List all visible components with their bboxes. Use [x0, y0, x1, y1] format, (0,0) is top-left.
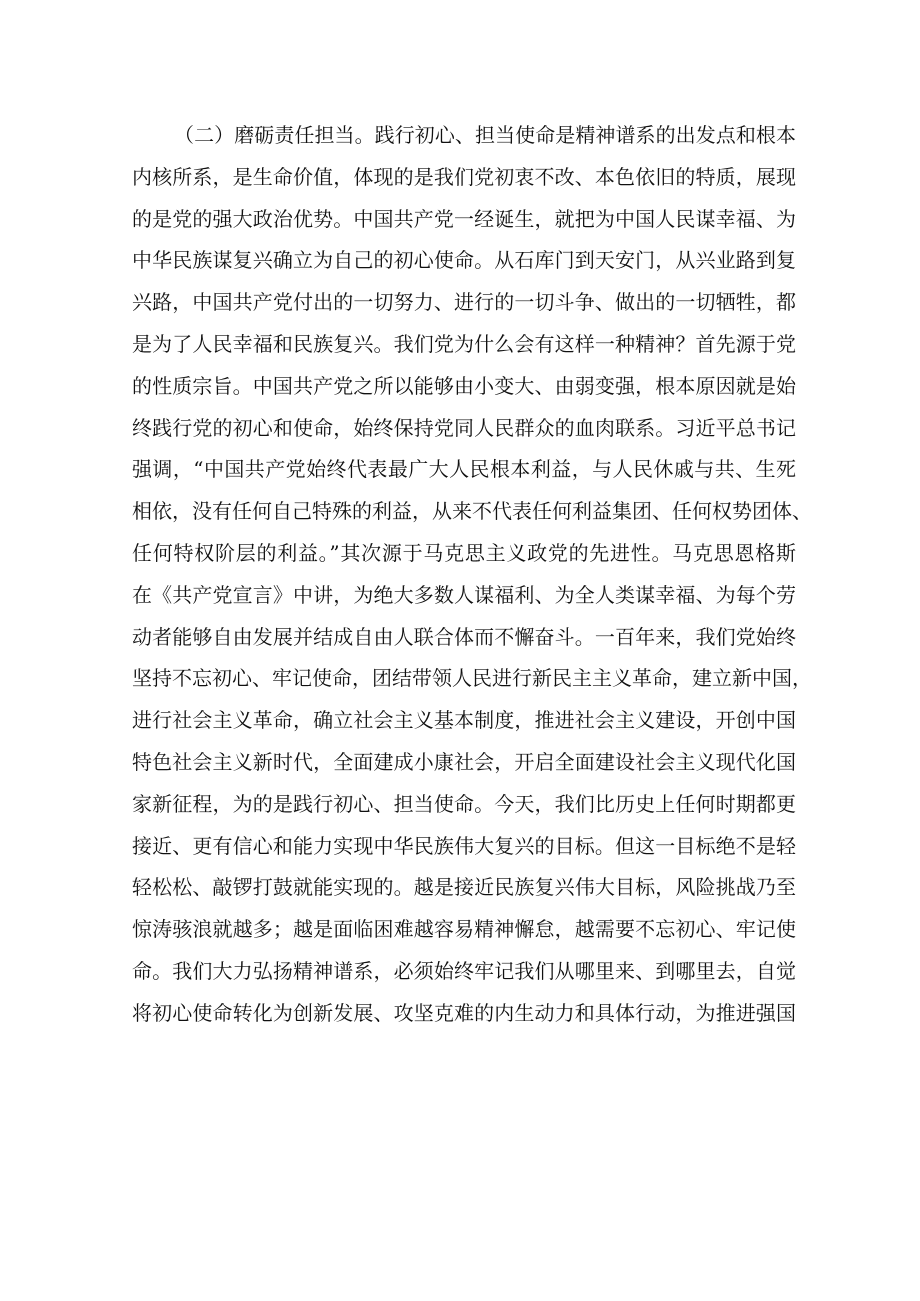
paragraph-line: 进行社会主义革命，确立社会主义基本制度，推进社会主义建设，开创中国 [132, 708, 796, 733]
paragraph-line: 的性质宗旨。中国共产党之所以能够由小变大、由弱变强，根本原因就是始 [132, 373, 796, 398]
paragraph-line: 动者能够自由发展并结成自由人联合体而不懈奋斗。一百年来，我们党始终 [132, 624, 796, 649]
paragraph-line: 轻松松、敲锣打鼓就能实现的。越是接近民族复兴伟大目标，风险挑战乃至 [132, 875, 796, 900]
paragraph-line: 是为了人民幸福和民族复兴。我们党为什么会有这样一种精神？首先源于党 [132, 331, 796, 356]
paragraph-line: 的是党的强大政治优势。中国共产党一经诞生，就把为中国人民谋幸福、为 [132, 206, 796, 231]
paragraph-line: 接近、更有信心和能力实现中华民族伟大复兴的目标。但这一目标绝不是轻 [132, 833, 796, 858]
paragraph-line: （二）磨砺责任担当。践行初心、担当使命是精神谱系的出发点和根本 [174, 123, 796, 147]
body-paragraph [132, 120, 812, 1040]
paragraph-line: 相依，没有任何自己特殊的利益，从来不代表任何利益集团、任何权势团体、 [132, 499, 812, 524]
paragraph-line: 强调，“中国共产党始终代表最广大人民根本利益，与人民休戚与共、生死 [132, 457, 796, 482]
paragraph-line: 任何特权阶层的利益。”其次源于马克思主义政党的先进性。马克思恩格斯 [132, 540, 796, 565]
paragraph-line: 将初心使命转化为创新发展、攻坚克难的内生动力和具体行动，为推进强国 [132, 1000, 796, 1025]
paragraph-line: 内核所系，是生命价值，体现的是我们党初衷不改、本色依旧的特质，展现 [132, 164, 796, 189]
paragraph-line: 特色社会主义新时代，全面建成小康社会，开启全面建设社会主义现代化国 [132, 749, 796, 774]
paragraph-line: 兴路，中国共产党付出的一切努力、进行的一切斗争、做出的一切牺牲，都 [132, 290, 796, 315]
paragraph-line: 惊涛骇浪就越多；越是面临困难越容易精神懈怠，越需要不忘初心、牢记使 [132, 917, 796, 942]
paragraph-line: 终践行党的初心和使命，始终保持党同人民群众的血肉联系。习近平总书记 [132, 415, 796, 440]
paragraph-line: 在《共产党宣言》中讲，为绝大多数人谋福利、为全人类谋幸福、为每个劳 [132, 582, 796, 607]
paragraph-line: 家新征程，为的是践行初心、担当使命。今天，我们比历史上任何时期都更 [132, 791, 796, 816]
paragraph-line: 坚持不忘初心、牢记使命，团结带领人民进行新民主主义革命，建立新中国， [132, 666, 812, 691]
paragraph-line: 中华民族谋复兴确立为自己的初心使命。从石库门到天安门，从兴业路到复 [132, 248, 796, 273]
paragraph-line: 命。我们大力弘扬精神谱系，必须始终牢记我们从哪里来、到哪里去，自觉 [132, 958, 796, 983]
